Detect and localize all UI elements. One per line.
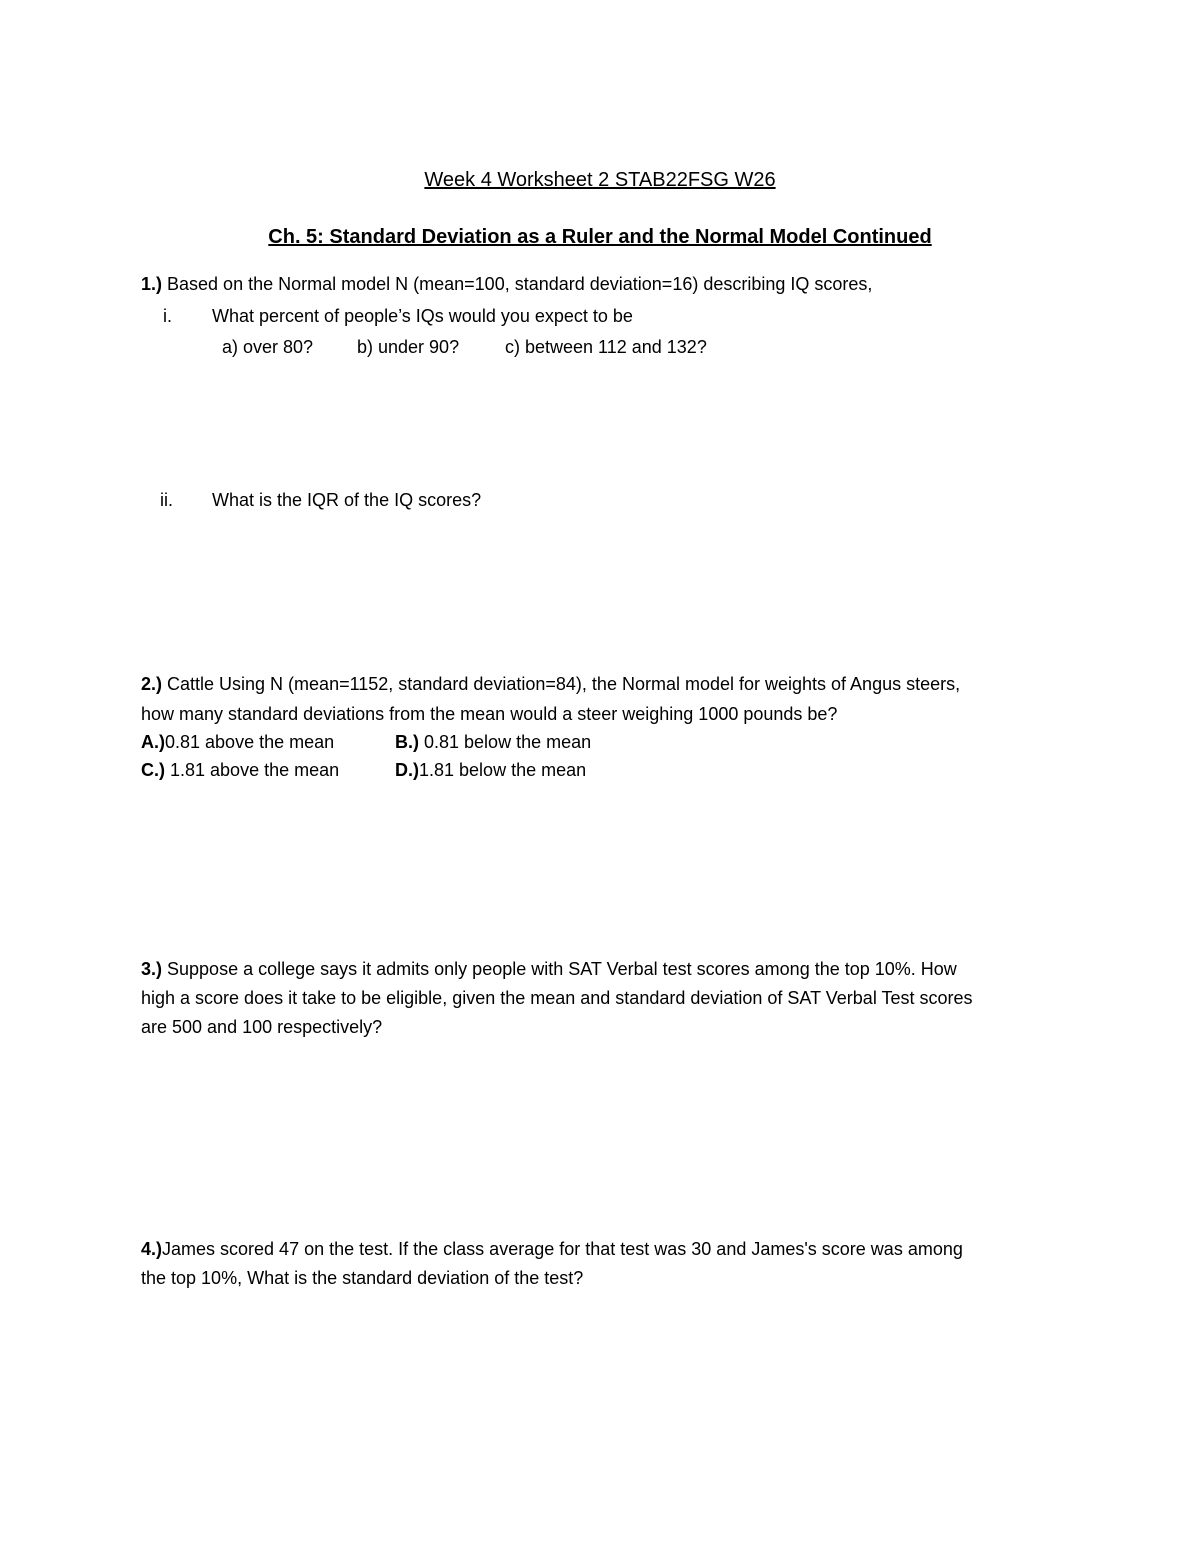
question-2-option-b [395,731,591,753]
question-1 [141,273,872,295]
question-3-line-3: are 500 and 100 respectively? [141,1017,383,1037]
question-3 [141,958,957,980]
question-2-line-1: Cattle Using N (mean=1152, standard deviation=84), the Normal model for weights of Angus steers, [162,674,961,694]
option-b-text: 0.81 below the mean [419,732,592,752]
question-1-part-ii-label: ii. [160,490,173,510]
question-1-part-i-label: i. [163,306,172,326]
question-3-line-2: high a score does it take to be eligible, given the mean and standard deviation of SAT Verbal Test scores [141,988,973,1008]
question-1-option-c: c) between 112 and 132? [505,337,707,357]
option-a-label: A.) [141,732,165,752]
question-1-text: Based on the Normal model N (mean=100, standard deviation=16) describing IQ scores, [162,274,873,294]
question-1-option-a: a) over 80? [222,337,314,357]
chapter-subtitle: Ch. 5: Standard Deviation as a Ruler and the Normal Model Continued [268,226,932,248]
option-d-text: 1.81 below the mean [419,760,587,780]
question-4-line-1: James scored 47 on the test. If the class average for that test was 30 and James's score was among [162,1239,963,1259]
option-a-text: 0.81 above the mean [165,732,335,752]
option-c-text: 1.81 above the mean [165,760,340,780]
question-1-part-i-text: What percent of people’s IQs would you expect to be [212,306,633,326]
question-1-option-b: b) under 90? [357,337,460,357]
question-4 [141,1238,963,1260]
question-1-number: 1.) [141,274,163,294]
option-b-label: B.) [395,732,419,752]
question-4-number: 4.) [141,1239,163,1259]
question-4-line-2: the top 10%, What is the standard deviation of the test? [141,1268,584,1288]
question-2-number: 2.) [141,674,163,694]
worksheet-title: Week 4 Worksheet 2 STAB22FSG W26 [424,169,776,191]
question-3-number: 3.) [141,959,163,979]
option-d-label: D.) [395,760,419,780]
question-3-line-1: Suppose a college says it admits only people with SAT Verbal test scores among the top 10%. How [162,959,957,979]
question-2 [141,673,960,695]
question-2-option-d [395,759,586,781]
option-c-label: C.) [141,760,165,780]
question-2-option-a [141,731,334,753]
question-2-option-c [141,759,339,781]
question-2-line-2: how many standard deviations from the mean would a steer weighing 1000 pounds be? [141,704,838,724]
question-1-part-ii-text: What is the IQR of the IQ scores? [212,490,482,510]
